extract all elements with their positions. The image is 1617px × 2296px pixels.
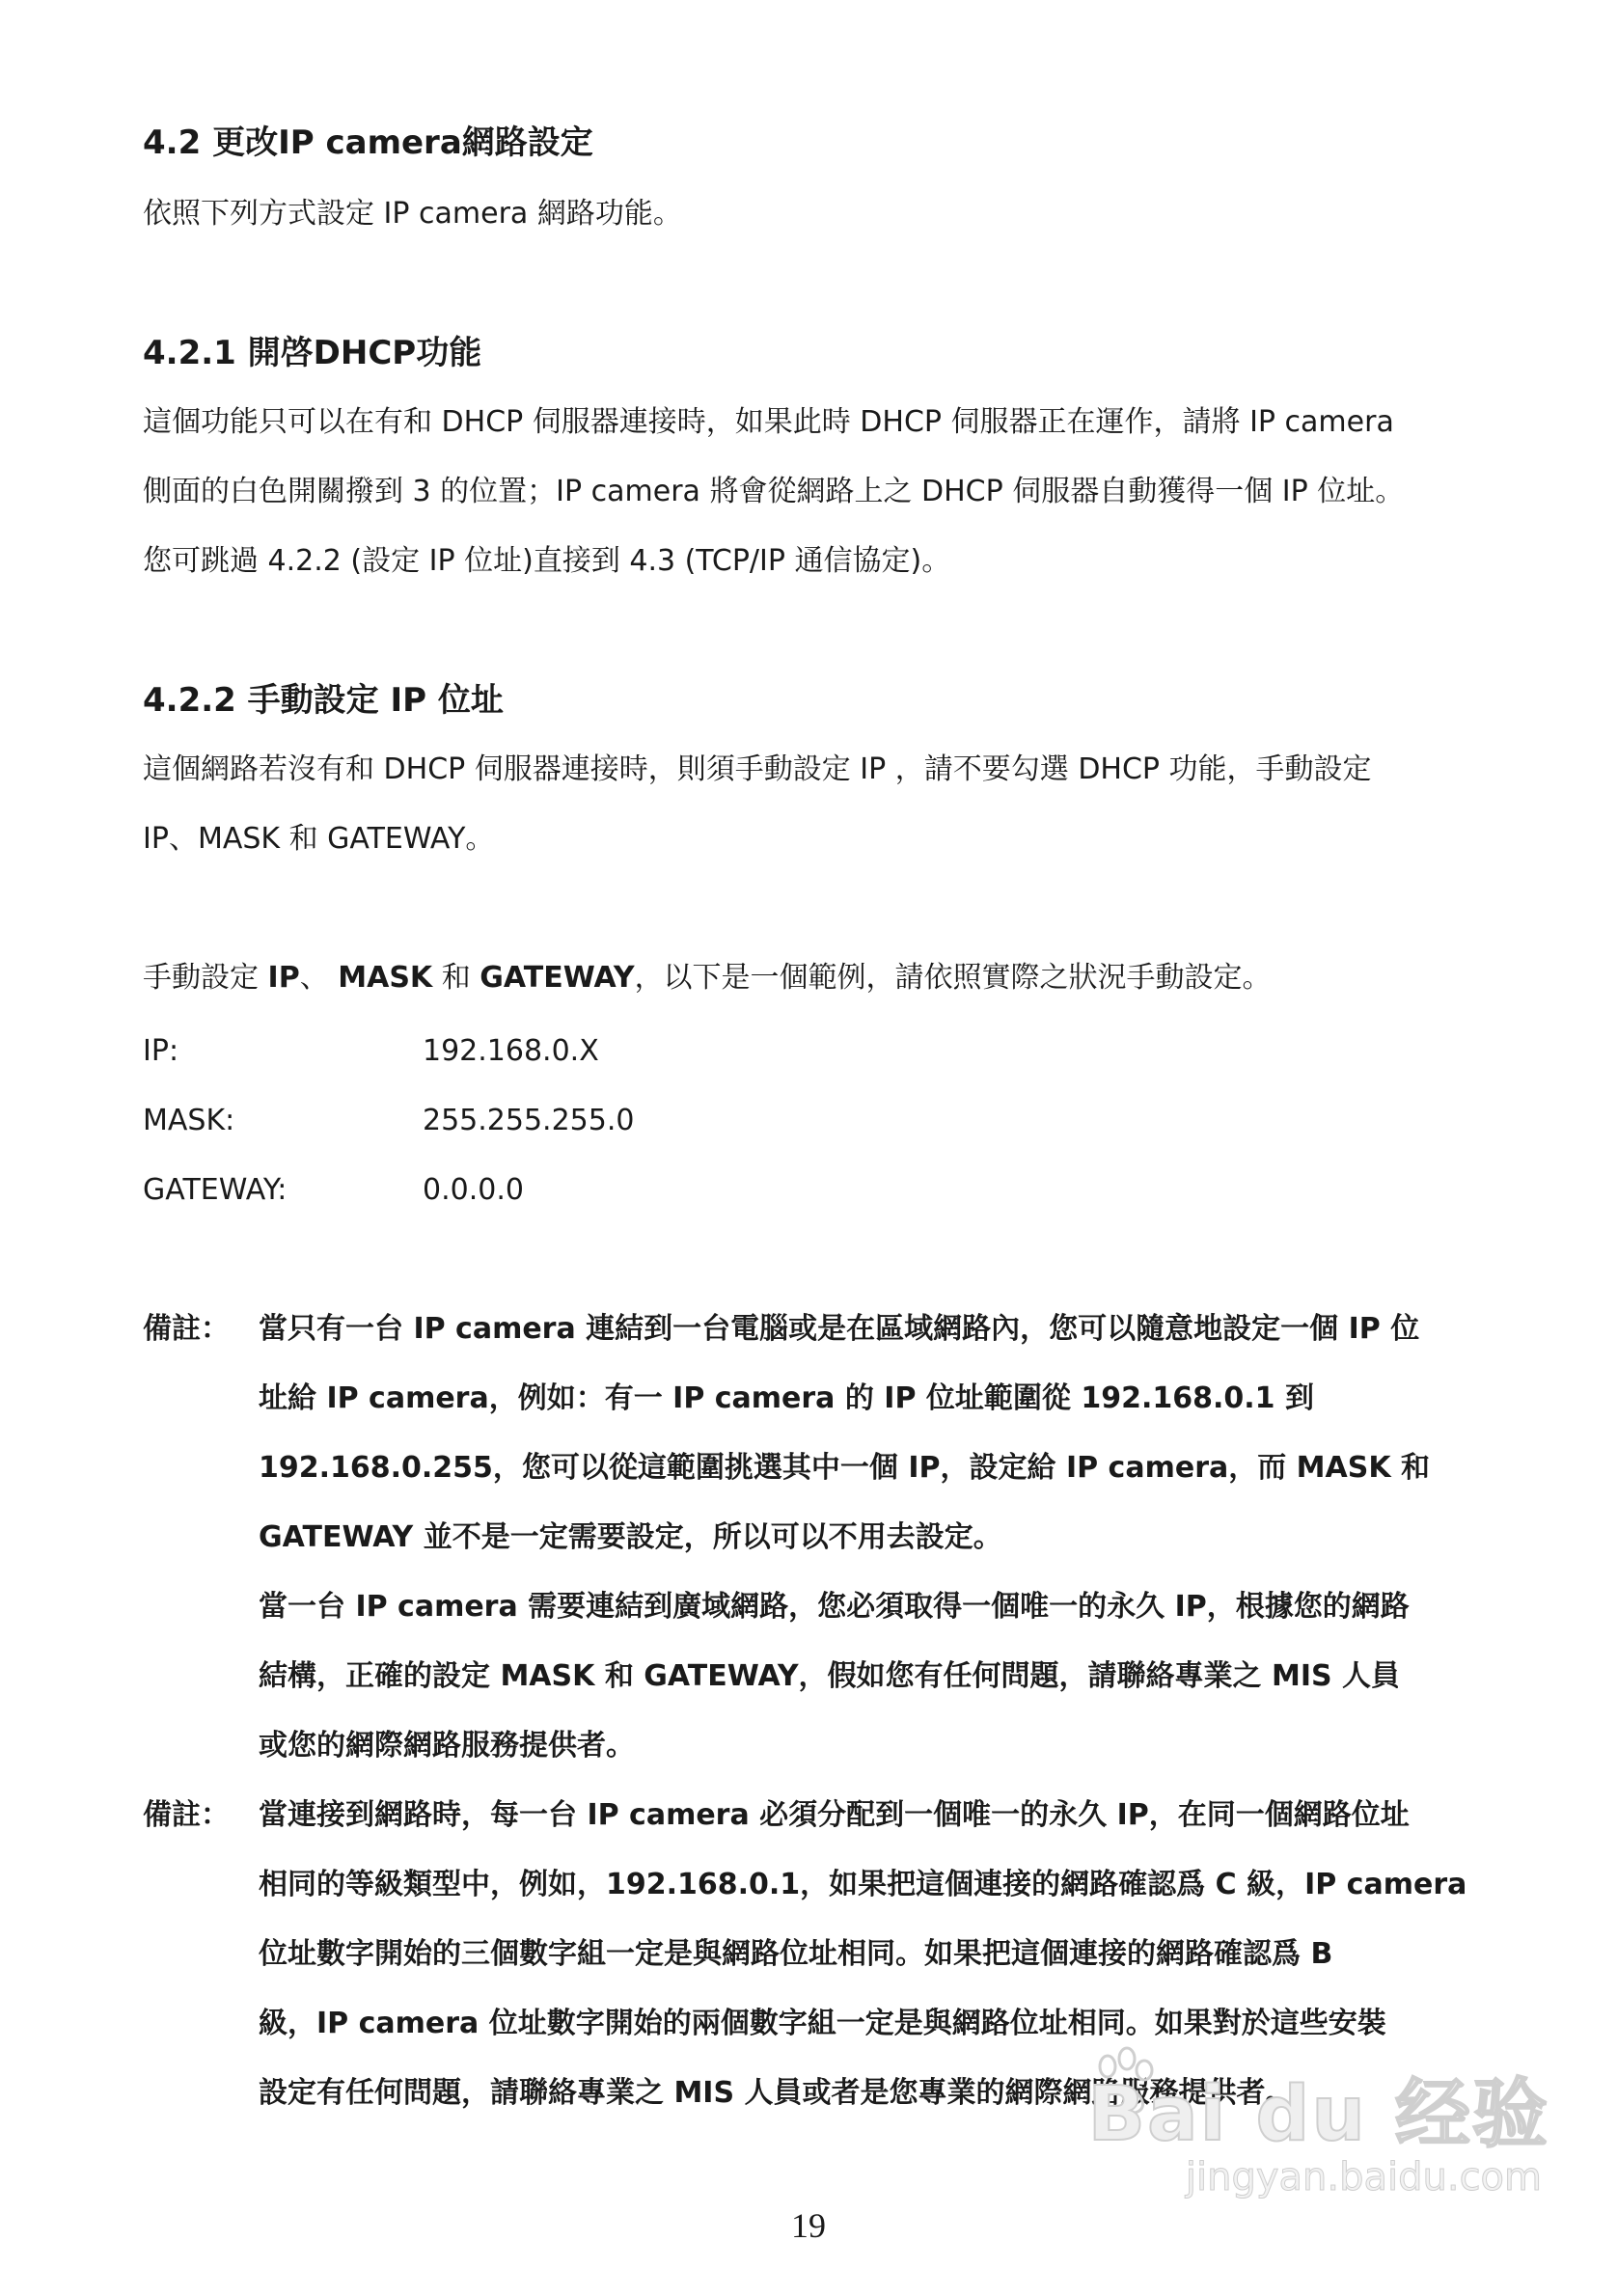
note-label: 備註： xyxy=(143,1798,230,1832)
note-line: 結構，正確的設定 MASK 和 GATEWAY，假如您有任何問題，請聯絡專業之 MIS 人員 xyxy=(259,1659,1401,1693)
section-4-2-2-body xyxy=(143,735,1455,874)
page-number: 19 xyxy=(791,2206,826,2245)
text-fragment: 和 xyxy=(432,961,480,995)
note-line: 址給 IP camera，例如：有一 IP camera 的 IP 位址範圍從 192.168.0.1 到 xyxy=(259,1381,1314,1415)
example-value: 192.168.0.X xyxy=(423,1034,599,1068)
text-fragment: ，以下是一個範例，請依照實際之狀況手動設定。 xyxy=(634,961,1272,995)
intro-line: 依照下列方式設定 IP camera 網路功能。 xyxy=(143,197,682,231)
text-fragment: 手動設定 xyxy=(143,961,268,995)
example-intro xyxy=(143,943,1455,1013)
section-4-2-heading: 4.2 更改IP camera網路設定 xyxy=(143,123,593,162)
watermark-url: jingyan.baidu.com xyxy=(1185,2155,1542,2200)
text-fragment: 、 xyxy=(299,961,339,995)
example-key: GATEWAY: xyxy=(143,1173,288,1207)
watermark-logo: Bai du 经验 xyxy=(1087,2071,1549,2158)
ip-term: IP xyxy=(267,961,300,995)
note-line: 當只有一台 IP camera 連結到一台電腦或是在區域網路內，您可以隨意地設定一個 IP 位 xyxy=(259,1312,1420,1346)
paragraph-line: IP、MASK 和 GATEWAY。 xyxy=(143,822,495,856)
note-line: 192.168.0.255，您可以從這範圍挑選其中一個 IP，設定給 IP camera，而 MASK 和 xyxy=(259,1451,1431,1485)
note-line: 相同的等級類型中，例如，192.168.0.1，如果把這個連接的網路確認爲 C 級，IP camera xyxy=(259,1868,1467,1901)
note-line: 級，IP camera 位址數字開始的兩個數字組一定是與網路位址相同。如果對於這些安裝 xyxy=(259,2007,1386,2040)
note-label: 備註： xyxy=(143,1312,230,1346)
note-line: GATEWAY 並不是一定需要設定，所以可以不用去設定。 xyxy=(259,1520,1002,1554)
section-4-2-1-heading: 4.2.1 開啓DHCP功能 xyxy=(143,334,482,372)
example-key: MASK: xyxy=(143,1104,235,1137)
section-4-2-2-heading: 4.2.2 手動設定 IP 位址 xyxy=(143,681,504,720)
paragraph-line: 您可跳過 4.2.2 (設定 IP 位址)直接到 4.3 (TCP/IP 通信協定)。 xyxy=(143,544,951,578)
note-line: 位址數字開始的三個數字組一定是與網路位址相同。如果把這個連接的網路確認爲 B xyxy=(259,1937,1333,1971)
paragraph-line: 這個網路若沒有和 DHCP 伺服器連接時，則須手動設定 IP ，請不要勾選 DHCP 功能，手動設定 xyxy=(143,752,1372,786)
gateway-term: GATEWAY xyxy=(480,961,635,995)
note-line: 當連接到網路時，每一台 IP camera 必須分配到一個唯一的永久 IP，在同一個網路位址 xyxy=(259,1798,1410,1832)
example-intro-line xyxy=(143,943,1455,1013)
note-line: 當一台 IP camera 需要連結到廣域網路，您必須取得一個唯一的永久 IP，根據您的網路 xyxy=(259,1590,1410,1624)
example-value: 255.255.255.0 xyxy=(423,1104,635,1137)
section-4-2-intro xyxy=(143,179,1455,249)
paragraph-line: 這個功能只可以在有和 DHCP 伺服器連接時，如果此時 DHCP 伺服器正在運作，請將 IP camera xyxy=(143,405,1394,439)
note-body xyxy=(259,1295,1455,1781)
note-line: 設定有任何問題，請聯絡專業之 MIS 人員或者是您專業的網際網路服務提供者。 xyxy=(259,2076,1295,2110)
section-4-2-1-body xyxy=(143,388,1455,596)
example-key: IP: xyxy=(143,1034,179,1068)
example-value: 0.0.0.0 xyxy=(423,1173,524,1207)
baidu-watermark xyxy=(1087,2071,1550,2201)
note-line: 或您的網際網路服務提供者。 xyxy=(259,1729,635,1763)
mask-term: MASK xyxy=(338,961,433,995)
paragraph-line: 側面的白色開關撥到 3 的位置；IP camera 將會從網路上之 DHCP 伺服器自動獲得一個 IP 位址。 xyxy=(143,475,1405,508)
